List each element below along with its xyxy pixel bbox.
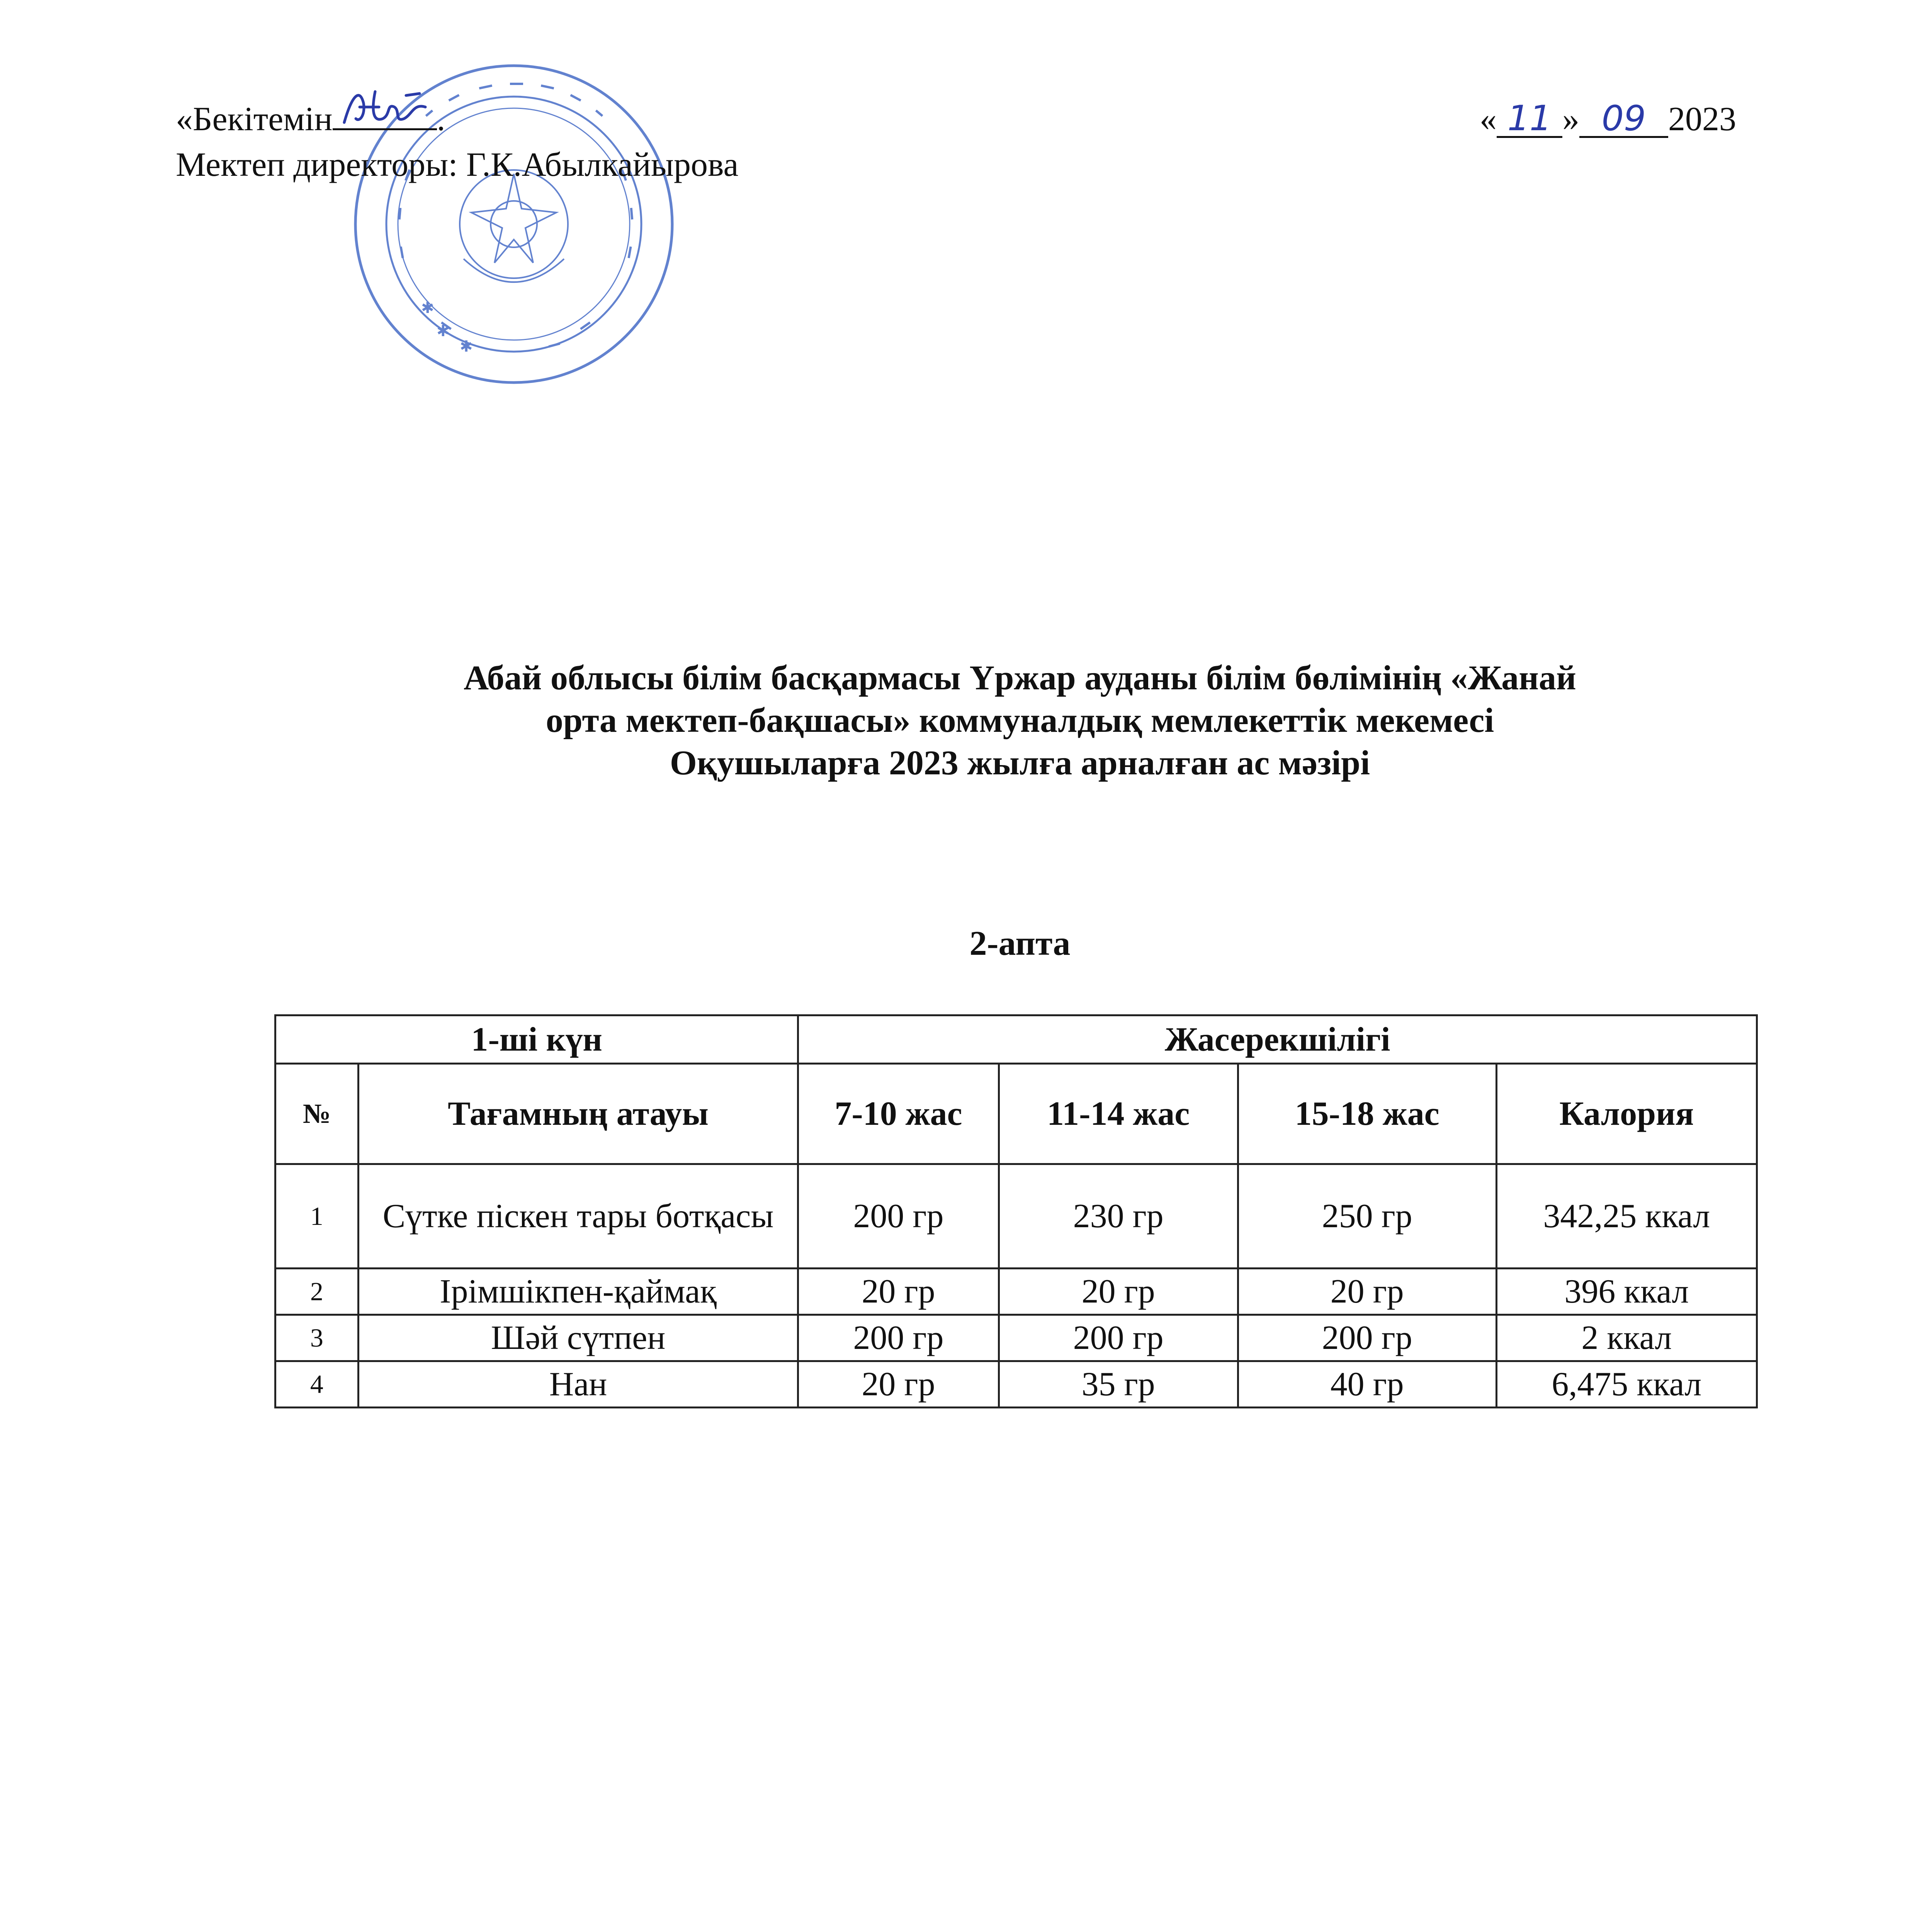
table-row <box>275 1361 1757 1408</box>
date-open-quote: « <box>1480 100 1497 138</box>
table-row <box>275 1269 1757 1315</box>
svg-text:✱: ✱ <box>460 338 473 355</box>
table-header-row-top <box>275 1015 1757 1064</box>
row-age-15-18: 20 гр <box>1238 1269 1496 1315</box>
row-calorie: 342,25 ккал <box>1496 1164 1757 1269</box>
row-age-11-14: 20 гр <box>999 1269 1238 1315</box>
svg-text:✱: ✱ <box>437 322 450 340</box>
date-close-quote: » <box>1562 100 1579 138</box>
row-age-11-14: 35 гр <box>999 1361 1238 1408</box>
director-line: Мектеп директоры: Г.К.Абылкайырова <box>176 146 739 184</box>
row-age-7-10: 200 гр <box>798 1164 999 1269</box>
row-dish-name: Сүтке піскен тары ботқасы <box>358 1164 798 1269</box>
col-name-header: Тағамның атауы <box>358 1064 798 1164</box>
row-number: 1 <box>275 1164 359 1269</box>
approval-block <box>176 97 738 188</box>
row-age-15-18: 200 гр <box>1238 1315 1496 1361</box>
row-calorie: 396 ккал <box>1496 1269 1757 1315</box>
row-number: 4 <box>275 1361 359 1408</box>
week-label: 2-апта <box>969 924 1071 963</box>
date-year: 2023 <box>1668 100 1736 138</box>
title-line-3: Оқушыларға 2023 жылға арналған ас мәзірі <box>670 744 1370 782</box>
row-dish-name: Нан <box>358 1361 798 1408</box>
table-row <box>275 1315 1757 1361</box>
col-calorie-header: Калория <box>1496 1064 1757 1164</box>
row-age-15-18: 40 гр <box>1238 1361 1496 1408</box>
col-age-11-14-header: 11-14 жас <box>999 1064 1238 1164</box>
row-number: 2 <box>275 1269 359 1315</box>
age-group-label: Жасерекшілігі <box>798 1015 1757 1064</box>
approve-label: «Бекітемін <box>176 100 333 138</box>
col-age-7-10-header: 7-10 жас <box>798 1064 999 1164</box>
row-dish-name: Шәй сүтпен <box>358 1315 798 1361</box>
row-age-7-10: 20 гр <box>798 1361 999 1408</box>
col-number-header: № <box>275 1064 359 1164</box>
signature-blank <box>333 101 437 130</box>
approval-line <box>176 97 738 142</box>
date-day: 11 <box>1497 101 1562 138</box>
table-header-row <box>275 1064 1757 1164</box>
row-dish-name: Ірімшікпен-қаймақ <box>358 1269 798 1315</box>
day-label: 1-ші күн <box>275 1015 798 1064</box>
date-month: 09 <box>1579 101 1668 138</box>
approve-tail: . <box>437 100 445 138</box>
row-calorie: 6,475 ккал <box>1496 1361 1757 1408</box>
svg-text:✱: ✱ <box>421 299 434 317</box>
row-age-7-10: 20 гр <box>798 1269 999 1315</box>
row-age-7-10: 200 гр <box>798 1315 999 1361</box>
row-age-11-14: 230 гр <box>999 1164 1238 1269</box>
menu-table <box>274 1014 1758 1408</box>
title-line-1: Абай облысы білім басқармасы Үржар ауданы білім бөлімінің «Жанай <box>464 659 1576 697</box>
row-number: 3 <box>275 1315 359 1361</box>
date-block <box>1480 97 1736 142</box>
row-age-15-18: 250 гр <box>1238 1164 1496 1269</box>
title-line-2: орта мектеп-бақшасы» коммуналдық мемлекеттік мекемесі <box>546 701 1494 740</box>
table-row <box>275 1164 1757 1269</box>
row-calorie: 2 ккал <box>1496 1315 1757 1361</box>
signature-icon <box>336 80 437 134</box>
document-title <box>270 657 1769 784</box>
row-age-11-14: 200 гр <box>999 1315 1238 1361</box>
col-age-15-18-header: 15-18 жас <box>1238 1064 1496 1164</box>
